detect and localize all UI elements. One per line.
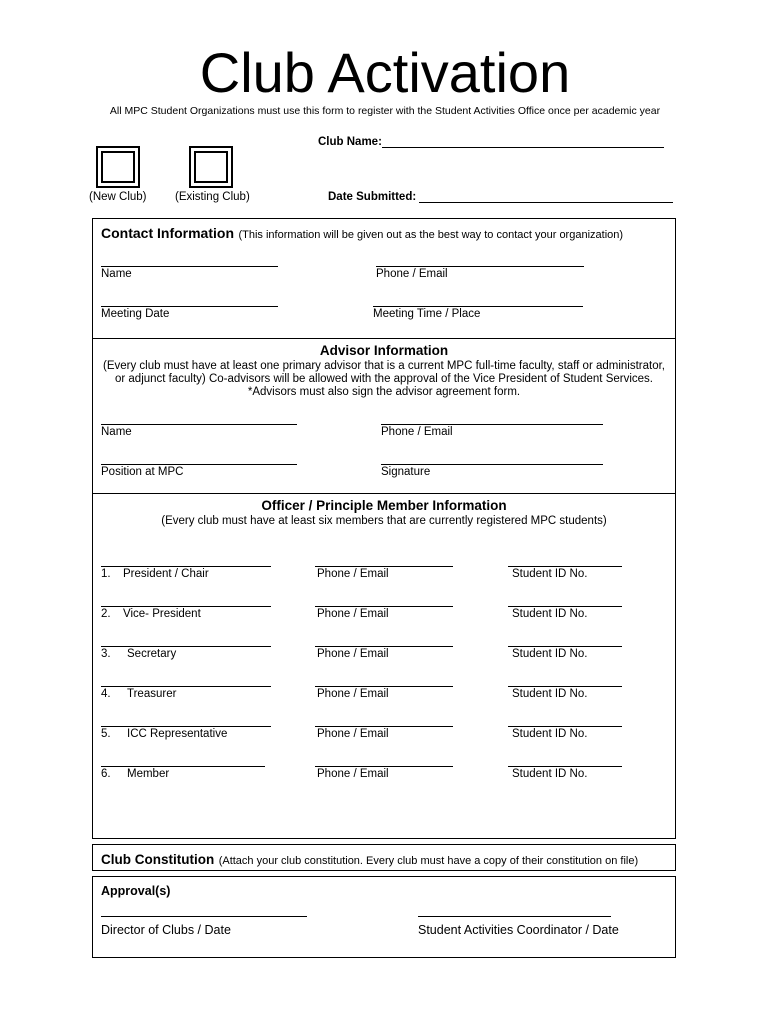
officer-id-label: Student ID No. bbox=[512, 768, 588, 780]
officer-id-field[interactable] bbox=[508, 646, 622, 647]
officer-num: 3. bbox=[101, 648, 111, 660]
meeting-time-label: Meeting Time / Place bbox=[373, 308, 481, 320]
officer-id-field[interactable] bbox=[508, 726, 622, 727]
officer-name-field[interactable] bbox=[101, 766, 265, 767]
advisor-position-field[interactable] bbox=[101, 464, 297, 465]
date-submitted-row bbox=[328, 191, 673, 203]
contact-phone-label: Phone / Email bbox=[376, 268, 448, 280]
coordinator-label: Student Activities Coordinator / Date bbox=[418, 923, 619, 937]
officer-num: 5. bbox=[101, 728, 111, 740]
officer-role: Vice- President bbox=[123, 608, 201, 620]
constitution-box bbox=[92, 844, 676, 871]
advisor-phone-label: Phone / Email bbox=[381, 426, 453, 438]
section-divider-contact bbox=[92, 338, 676, 339]
new-club-label: (New Club) bbox=[89, 191, 147, 203]
officer-phone-field[interactable] bbox=[315, 646, 453, 647]
meeting-time-field[interactable] bbox=[373, 306, 583, 307]
contact-note: (This information will be given out as the best way to contact your organization) bbox=[238, 229, 624, 241]
officer-name-field[interactable] bbox=[101, 606, 271, 607]
officer-id-field[interactable] bbox=[508, 566, 622, 567]
advisor-phone-field[interactable] bbox=[381, 424, 603, 425]
officer-phone-field[interactable] bbox=[315, 766, 453, 767]
director-label: Director of Clubs / Date bbox=[101, 923, 231, 937]
advisor-note-1: (Every club must have at least one primary advisor that is a current MPC full-time faculty, staff or administrator, bbox=[102, 360, 665, 372]
officer-role: President / Chair bbox=[123, 568, 209, 580]
officer-phone-field[interactable] bbox=[315, 726, 453, 727]
officer-id-field[interactable] bbox=[508, 766, 622, 767]
officer-name-field[interactable] bbox=[101, 686, 271, 687]
officer-phone-label: Phone / Email bbox=[317, 648, 389, 660]
officer-id-label: Student ID No. bbox=[512, 608, 588, 620]
officer-phone-label: Phone / Email bbox=[317, 608, 389, 620]
advisor-name-label: Name bbox=[101, 426, 132, 438]
contact-name-label: Name bbox=[101, 268, 132, 280]
officers-note: (Every club must have at least six members that are currently registered MPC students) bbox=[161, 515, 607, 527]
officer-phone-field[interactable] bbox=[315, 606, 453, 607]
constitution-heading: Club Constitution bbox=[101, 852, 215, 867]
officer-num: 2. bbox=[101, 608, 111, 620]
existing-club-label: (Existing Club) bbox=[175, 191, 250, 203]
officer-role: Secretary bbox=[127, 648, 177, 660]
officer-phone-label: Phone / Email bbox=[317, 688, 389, 700]
constitution-note: (Attach your club constitution. Every club must have a copy of their constitution on file) bbox=[218, 855, 639, 867]
officer-name-field[interactable] bbox=[101, 566, 271, 567]
officer-role: Treasurer bbox=[127, 688, 177, 700]
officer-role: ICC Representative bbox=[127, 728, 228, 740]
contact-phone-field[interactable] bbox=[376, 266, 584, 267]
officer-id-label: Student ID No. bbox=[512, 728, 588, 740]
officer-name-field[interactable] bbox=[101, 726, 271, 727]
officer-phone-label: Phone / Email bbox=[317, 728, 389, 740]
date-submitted-label: Date Submitted: bbox=[328, 191, 417, 203]
officer-phone-label: Phone / Email bbox=[317, 568, 389, 580]
officer-name-field[interactable] bbox=[101, 646, 271, 647]
approvals-heading: Approval(s) bbox=[101, 884, 171, 898]
coordinator-signature-field[interactable] bbox=[418, 916, 611, 917]
contact-name-field[interactable] bbox=[101, 266, 278, 267]
officer-num: 1. bbox=[101, 568, 111, 580]
advisor-signature-field[interactable] bbox=[381, 464, 603, 465]
section-divider-advisor bbox=[92, 493, 676, 494]
existing-club-checkbox[interactable] bbox=[189, 146, 233, 188]
officer-id-label: Student ID No. bbox=[512, 648, 588, 660]
meeting-date-field[interactable] bbox=[101, 306, 278, 307]
officer-num: 4. bbox=[101, 688, 111, 700]
meeting-date-label: Meeting Date bbox=[101, 308, 170, 320]
advisor-note-2: or adjunct faculty) Co-advisors will be allowed with the approval of the Vice President of Student Services. bbox=[114, 373, 653, 385]
page-title: Club Activation bbox=[199, 41, 571, 104]
officer-phone-field[interactable] bbox=[315, 686, 453, 687]
page-subtitle: All MPC Student Organizations must use this form to register with the Student Activities Office once per academic year bbox=[109, 105, 661, 117]
advisor-note-3: *Advisors must also sign the advisor agreement form. bbox=[247, 386, 521, 398]
advisor-name-field[interactable] bbox=[101, 424, 297, 425]
contact-heading-row bbox=[101, 225, 623, 243]
approvals-box bbox=[92, 876, 676, 958]
officer-id-field[interactable] bbox=[508, 606, 622, 607]
officer-id-label: Student ID No. bbox=[512, 688, 588, 700]
club-name-row bbox=[318, 136, 664, 148]
officer-phone-field[interactable] bbox=[315, 566, 453, 567]
advisor-position-label: Position at MPC bbox=[101, 466, 184, 478]
club-name-label: Club Name: bbox=[318, 136, 382, 148]
officer-phone-label: Phone / Email bbox=[317, 768, 389, 780]
officer-id-field[interactable] bbox=[508, 686, 622, 687]
date-submitted-field[interactable] bbox=[419, 202, 673, 203]
advisor-heading: Advisor Information bbox=[319, 343, 449, 358]
contact-heading: Contact Information bbox=[101, 225, 234, 241]
constitution-row bbox=[101, 851, 638, 869]
club-name-field[interactable] bbox=[382, 147, 664, 148]
officer-role: Member bbox=[127, 768, 170, 780]
officers-heading: Officer / Principle Member Information bbox=[261, 498, 507, 513]
advisor-signature-label: Signature bbox=[381, 466, 431, 478]
officer-id-label: Student ID No. bbox=[512, 568, 588, 580]
director-signature-field[interactable] bbox=[101, 916, 307, 917]
new-club-checkbox[interactable] bbox=[96, 146, 140, 188]
officer-num: 6. bbox=[101, 768, 111, 780]
